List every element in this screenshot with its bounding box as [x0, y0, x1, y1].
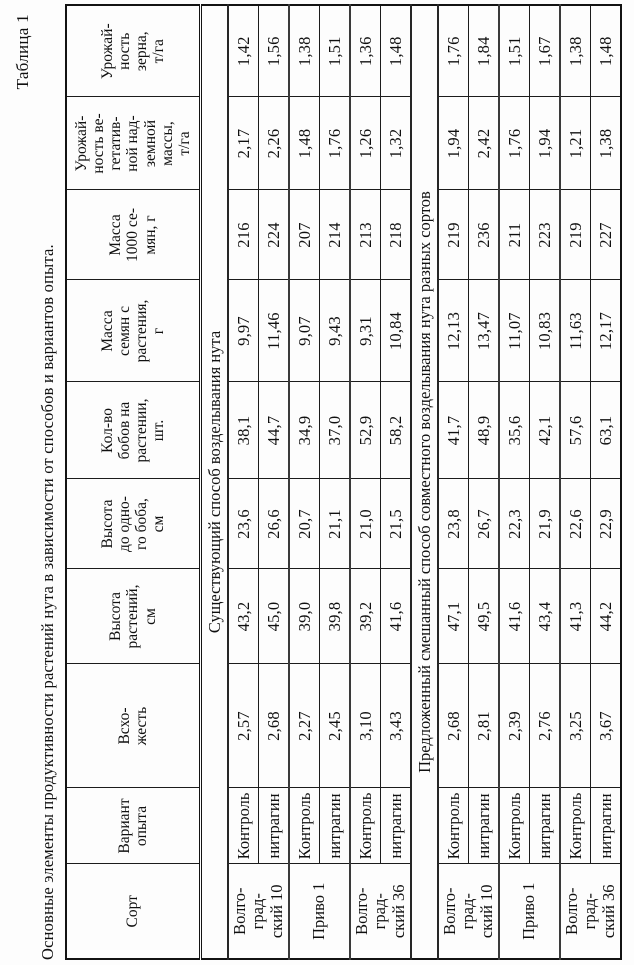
table-row: [381, 5, 412, 959]
value-cell-first-pod-height: 26,7: [469, 479, 500, 569]
variant-cell: нитрагин: [259, 788, 290, 864]
value-cell-germination: 3,10: [350, 664, 381, 788]
table-row: [469, 5, 500, 959]
column-header-variant: Вариант опыта: [66, 788, 201, 864]
value-cell-seed-mass-per-plant: 10,83: [530, 280, 561, 382]
value-cell-grain-yield: 1,51: [499, 5, 530, 97]
value-cell-pods-per-plant: 41,7: [438, 382, 469, 479]
value-cell-mass-1000-seeds: 219: [560, 190, 591, 280]
value-cell-seed-mass-per-plant: 11,07: [499, 280, 530, 382]
column-header-vegetative-mass-yield: Урожай- ность ве- гетатив- ной над- земной массы, т/га: [66, 97, 201, 190]
sort-cell: Волго- град- ский 10: [438, 864, 499, 959]
value-cell-grain-yield: 1,76: [438, 5, 469, 97]
column-header-grain-yield: Урожай- ность зерна, т/га: [66, 5, 201, 97]
value-cell-plant-height: 43,4: [530, 569, 561, 664]
value-cell-grain-yield: 1,36: [350, 5, 381, 97]
table-title: Основные элементы продуктивности растений нута в зависимости от способов и вариантов опыта.: [38, 244, 57, 960]
value-cell-germination: 3,25: [560, 664, 591, 788]
value-cell-mass-1000-seeds: 236: [469, 190, 500, 280]
column-header-sort: Сорт: [66, 864, 201, 959]
value-cell-first-pod-height: 20,7: [289, 479, 320, 569]
value-cell-vegetative-mass-yield: 1,32: [381, 97, 412, 190]
value-cell-grain-yield: 1,84: [469, 5, 500, 97]
value-cell-pods-per-plant: 44,7: [259, 382, 290, 479]
value-cell-vegetative-mass-yield: 2,42: [469, 97, 500, 190]
value-cell-seed-mass-per-plant: 11,46: [259, 280, 290, 382]
sort-cell: Волго- град- ский 10: [228, 864, 289, 959]
header-row: [66, 5, 201, 959]
value-cell-vegetative-mass-yield: 2,26: [259, 97, 290, 190]
value-cell-first-pod-height: 23,6: [228, 479, 259, 569]
sort-cell: Волго- град- ский 36: [560, 864, 621, 959]
variant-cell: Контроль: [228, 788, 259, 864]
value-cell-plant-height: 39,0: [289, 569, 320, 664]
value-cell-grain-yield: 1,48: [381, 5, 412, 97]
value-cell-vegetative-mass-yield: 1,94: [438, 97, 469, 190]
value-cell-first-pod-height: 22,6: [560, 479, 591, 569]
value-cell-vegetative-mass-yield: 1,48: [289, 97, 320, 190]
value-cell-vegetative-mass-yield: 1,76: [320, 97, 351, 190]
value-cell-germination: 3,67: [591, 664, 622, 788]
value-cell-seed-mass-per-plant: 9,97: [228, 280, 259, 382]
value-cell-seed-mass-per-plant: 12,13: [438, 280, 469, 382]
column-header-germination: Всхо- жесть: [66, 664, 201, 788]
value-cell-pods-per-plant: 35,6: [499, 382, 530, 479]
value-cell-vegetative-mass-yield: 1,26: [350, 97, 381, 190]
table-row: [499, 5, 530, 959]
value-cell-seed-mass-per-plant: 11,63: [560, 280, 591, 382]
value-cell-grain-yield: 1,56: [259, 5, 290, 97]
value-cell-germination: 2,68: [438, 664, 469, 788]
column-header-pods-per-plant: Кол-во бобов на растении, шт.: [66, 382, 201, 479]
variant-cell: Контроль: [438, 788, 469, 864]
table-row: [530, 5, 561, 959]
section-header-text: Существующий способ возделывания нута: [201, 5, 229, 959]
column-header-mass-1000-seeds: Масса 1000 се- мян, г: [66, 190, 201, 280]
value-cell-pods-per-plant: 42,1: [530, 382, 561, 479]
section-header-row-1: [201, 5, 229, 959]
table-row: [289, 5, 320, 959]
table-row: [438, 5, 469, 959]
value-cell-pods-per-plant: 48,9: [469, 382, 500, 479]
value-cell-plant-height: 41,6: [381, 569, 412, 664]
value-cell-first-pod-height: 21,0: [350, 479, 381, 569]
value-cell-seed-mass-per-plant: 9,07: [289, 280, 320, 382]
section-header-text: Предложенный смешанный способ совместного возделывания нута разных сортов: [411, 5, 438, 959]
value-cell-germination: 2,81: [469, 664, 500, 788]
table-row: [560, 5, 591, 959]
table-row: [591, 5, 622, 959]
variant-cell: Контроль: [560, 788, 591, 864]
value-cell-mass-1000-seeds: 213: [350, 190, 381, 280]
value-cell-mass-1000-seeds: 227: [591, 190, 622, 280]
value-cell-seed-mass-per-plant: 13,47: [469, 280, 500, 382]
value-cell-mass-1000-seeds: 214: [320, 190, 351, 280]
value-cell-vegetative-mass-yield: 1,94: [530, 97, 561, 190]
variant-cell: Контроль: [499, 788, 530, 864]
value-cell-grain-yield: 1,42: [228, 5, 259, 97]
value-cell-first-pod-height: 26,6: [259, 479, 290, 569]
value-cell-seed-mass-per-plant: 9,43: [320, 280, 351, 382]
value-cell-first-pod-height: 23,8: [438, 479, 469, 569]
value-cell-seed-mass-per-plant: 9,31: [350, 280, 381, 382]
table-row: [259, 5, 290, 959]
variant-cell: нитрагин: [320, 788, 351, 864]
value-cell-germination: 2,45: [320, 664, 351, 788]
variant-cell: Контроль: [350, 788, 381, 864]
value-cell-pods-per-plant: 37,0: [320, 382, 351, 479]
value-cell-mass-1000-seeds: 218: [381, 190, 412, 280]
value-cell-pods-per-plant: 57,6: [560, 382, 591, 479]
column-header-seed-mass-per-plant: Масса семян с растения, г: [66, 280, 201, 382]
column-header-plant-height: Высота растений, см: [66, 569, 201, 664]
value-cell-grain-yield: 1,48: [591, 5, 622, 97]
value-cell-first-pod-height: 21,5: [381, 479, 412, 569]
value-cell-grain-yield: 1,38: [289, 5, 320, 97]
table-row: [350, 5, 381, 959]
value-cell-germination: 2,57: [228, 664, 259, 788]
value-cell-seed-mass-per-plant: 12,17: [591, 280, 622, 382]
sort-cell: Волго- град- ский 36: [350, 864, 411, 959]
value-cell-pods-per-plant: 52,9: [350, 382, 381, 479]
variant-cell: Контроль: [289, 788, 320, 864]
value-cell-first-pod-height: 22,9: [591, 479, 622, 569]
value-cell-germination: 2,68: [259, 664, 290, 788]
value-cell-plant-height: 41,6: [499, 569, 530, 664]
sort-cell: Приво 1: [289, 864, 350, 959]
value-cell-grain-yield: 1,67: [530, 5, 561, 97]
value-cell-pods-per-plant: 38,1: [228, 382, 259, 479]
value-cell-pods-per-plant: 58,2: [381, 382, 412, 479]
value-cell-mass-1000-seeds: 211: [499, 190, 530, 280]
value-cell-first-pod-height: 22,3: [499, 479, 530, 569]
value-cell-germination: 3,43: [381, 664, 412, 788]
value-cell-first-pod-height: 21,9: [530, 479, 561, 569]
value-cell-first-pod-height: 21,1: [320, 479, 351, 569]
value-cell-vegetative-mass-yield: 2,17: [228, 97, 259, 190]
value-cell-mass-1000-seeds: 223: [530, 190, 561, 280]
column-header-first-pod-height: Высота до одно- го боба, см: [66, 479, 201, 569]
value-cell-plant-height: 49,5: [469, 569, 500, 664]
table-row: [228, 5, 259, 959]
value-cell-germination: 2,27: [289, 664, 320, 788]
variant-cell: нитрагин: [530, 788, 561, 864]
value-cell-pods-per-plant: 34,9: [289, 382, 320, 479]
value-cell-grain-yield: 1,51: [320, 5, 351, 97]
value-cell-pods-per-plant: 63,1: [591, 382, 622, 479]
value-cell-germination: 2,76: [530, 664, 561, 788]
value-cell-plant-height: 39,8: [320, 569, 351, 664]
variant-cell: нитрагин: [381, 788, 412, 864]
value-cell-vegetative-mass-yield: 1,21: [560, 97, 591, 190]
value-cell-mass-1000-seeds: 216: [228, 190, 259, 280]
value-cell-mass-1000-seeds: 219: [438, 190, 469, 280]
value-cell-plant-height: 44,2: [591, 569, 622, 664]
value-cell-plant-height: 45,0: [259, 569, 290, 664]
section-header-row-2: [411, 5, 438, 959]
value-cell-plant-height: 39,2: [350, 569, 381, 664]
value-cell-plant-height: 47,1: [438, 569, 469, 664]
value-cell-germination: 2,39: [499, 664, 530, 788]
table-caption: Таблица 1: [13, 14, 32, 90]
value-cell-mass-1000-seeds: 224: [259, 190, 290, 280]
value-cell-grain-yield: 1,38: [560, 5, 591, 97]
table-row: [320, 5, 351, 959]
value-cell-plant-height: 41,3: [560, 569, 591, 664]
data-table: [65, 4, 622, 960]
value-cell-vegetative-mass-yield: 1,38: [591, 97, 622, 190]
value-cell-plant-height: 43,2: [228, 569, 259, 664]
value-cell-mass-1000-seeds: 207: [289, 190, 320, 280]
sort-cell: Приво 1: [499, 864, 560, 959]
value-cell-vegetative-mass-yield: 1,76: [499, 97, 530, 190]
variant-cell: нитрагин: [469, 788, 500, 864]
variant-cell: нитрагин: [591, 788, 622, 864]
value-cell-seed-mass-per-plant: 10,84: [381, 280, 412, 382]
